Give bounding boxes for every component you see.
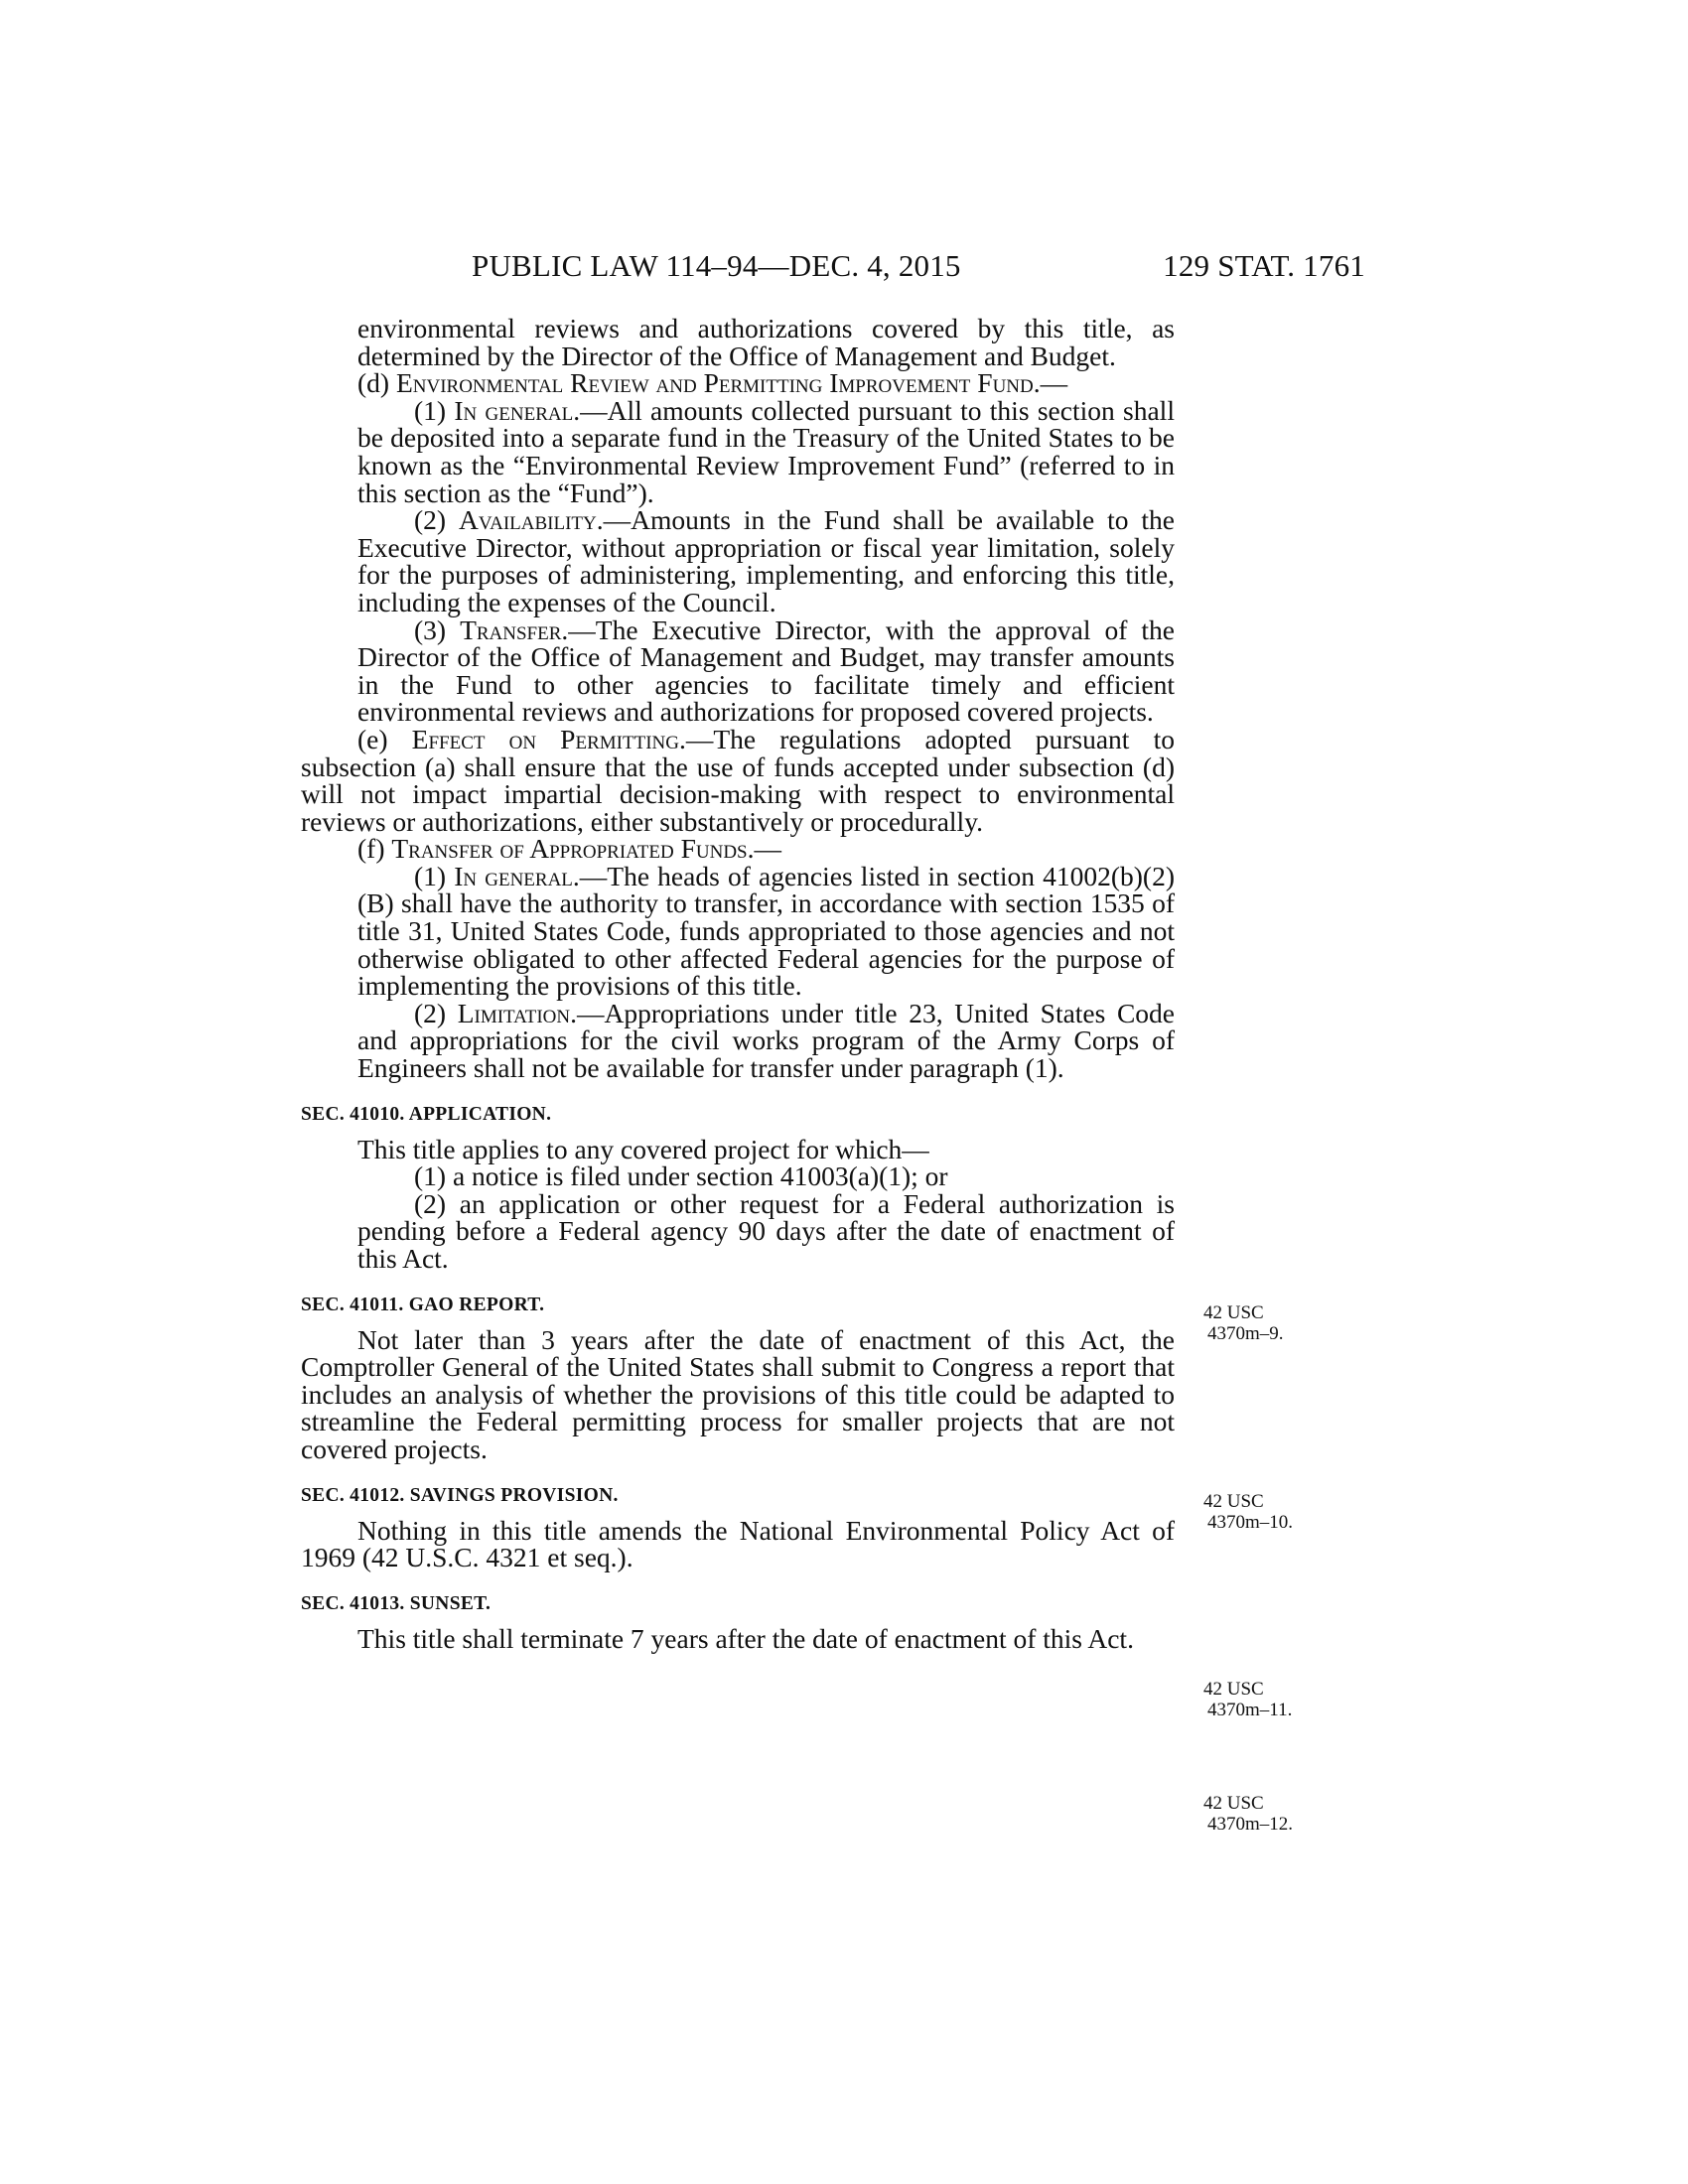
subsection-e: (e) Effect on Permitting.—The regulations adopted pursuant to subsection (a) shall ensure that the use of funds accepted under subsection (d) will not impact impartial decision-making with respect to environmental reviews or authorizations, either substantively or procedurally.	[301, 723, 1175, 837]
paragraph-f2: (2) Limitation.—Appropriations under title 23, United States Code and appropriations for the civil works program of the Army Corps of Engineers shall not be available for transfer under paragraph (1).	[357, 997, 1175, 1084]
section-intro: This title applies to any covered project for which—	[357, 1133, 929, 1164]
section-heading: SEC. 41012. SAVINGS PROVISION.	[301, 1484, 619, 1506]
paragraph-continuation: environmental reviews and authorizations covered by this title, as determined by the Director of the Office of Management and Budget.	[357, 313, 1175, 371]
paragraph-d1: (1) In general.—All amounts collected pursuant to this section shall be deposited into a separate fund in the Treasury of the United States to be known as the “Environmental Review Improvement Fund” (referred to in this section as the “Fund”).	[357, 394, 1175, 508]
section-41013	[301, 1593, 1175, 1653]
section-item-1: (1) a notice is filed under section 41003(a)(1); or	[414, 1160, 948, 1192]
margin-citation: 42 USC 4370m–12.	[1203, 1793, 1294, 1835]
section-text: Not later than 3 years after the date of enactment of this Act, the Comptroller General of the United States shall submit to Congress a report that includes an analysis of whether the provisions of this title could be adapted to streamline the Federal permitting process for smaller projects that are not covered projects.	[301, 1323, 1175, 1464]
section-41011	[301, 1295, 1175, 1463]
margin-citation: 42 USC 4370m–10.	[1203, 1491, 1294, 1533]
header-statute-page: 129 STAT. 1761	[1163, 248, 1365, 283]
page-header	[472, 248, 1365, 288]
margin-citation: 42 USC 4370m–9.	[1203, 1302, 1284, 1344]
section-heading: SEC. 41013. SUNSET.	[301, 1592, 492, 1614]
paragraph-d2: (2) Availability.—Amounts in the Fund shall be available to the Executive Director, without appropriation or fiscal year limitation, solely for the purposes of administering, implementing, and enforcing this title, including the expenses of the Council.	[357, 504, 1175, 617]
section-heading: SEC. 41011. GAO REPORT.	[301, 1294, 545, 1315]
section-text: Nothing in this title amends the National Environmental Policy Act of 1969 (42 U.S.C. 4321 et seq.).	[301, 1514, 1175, 1573]
document-body	[301, 315, 1175, 1652]
section-text: This title shall terminate 7 years after the date of enactment of this Act.	[357, 1622, 1134, 1654]
section-heading: SEC. 41010. APPLICATION.	[301, 1103, 552, 1125]
paragraph-d3: (3) Transfer.—The Executive Director, with the approval of the Director of the Office of Management and Budget, may transfer amounts in the Fund to other agencies to facilitate timely and efficient environmental reviews and authorizations for proposed covered projects.	[357, 614, 1175, 728]
section-41012	[301, 1485, 1175, 1571]
paragraph-f1: (1) In general.—The heads of agencies listed in section 41002(b)(2)(B) shall have the authority to transfer, in accordance with section 1535 of title 31, United States Code, funds appropriated to those agencies and not otherwise obligated to other affected Federal agencies for the purpose of implementing the provisions of this title.	[357, 860, 1175, 1002]
section-item-2: (2) an application or other request for a Federal authorization is pending before a Federal agency 90 days after the date of enactment of this Act.	[357, 1187, 1175, 1274]
subsection-d-heading: (d) Environmental Review and Permitting Improvement Fund.—	[357, 367, 1068, 399]
header-public-law: PUBLIC LAW 114–94—DEC. 4, 2015	[472, 248, 961, 283]
margin-citation: 42 USC 4370m–11.	[1203, 1679, 1293, 1720]
subsection-f-heading: (f) Transfer of Appropriated Funds.—	[357, 833, 781, 865]
section-41010	[301, 1104, 1175, 1273]
